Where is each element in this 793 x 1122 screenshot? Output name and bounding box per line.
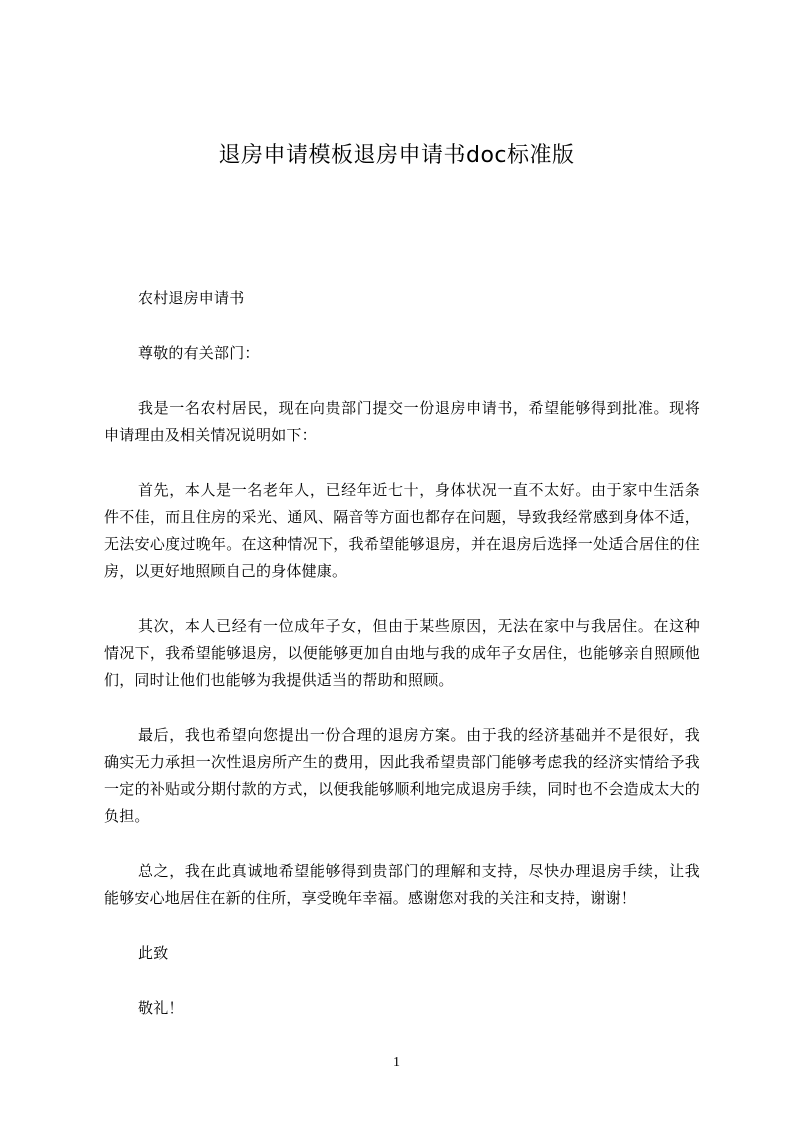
document-title: 退房申请模板退房申请书doc标准版 <box>218 143 575 168</box>
intro-paragraph: 我是一名农村居民，现在向贵部门提交一份退房申请书，希望能够得到批准。现将申请理由及相关情况说明如下： <box>104 399 700 444</box>
closing-paragraph: 总之，我在此真诚地希望能够得到贵部门的理解和支持，尽快办理退房手续，让我能够安心地居住在新的住所，享受晚年幸福。感谢您对我的关注和支持，谢谢！ <box>104 862 700 907</box>
page-number: 1 <box>393 1055 400 1070</box>
reason-paragraph-second: 其次，本人已经有一位成年子女，但由于某些原因，无法在家中与我居住。在这种情况下，我希望能够退房，以便能够更加自由地与我的成年子女居住，也能够亲自照顾他们，同时让他们也能够为我提供适当的帮助和照顾。 <box>104 617 700 689</box>
closing-salute: 敬礼！ <box>138 999 184 1017</box>
salutation: 尊敬的有关部门： <box>138 344 260 362</box>
document-body <box>104 285 700 1050</box>
reason-paragraph-last: 最后，我也希望向您提出一份合理的退房方案。由于我的经济基础并不是很好，我确实无力承担一次性退房所产生的费用，因此我希望贵部门能够考虑我的经济实情给予我一定的补贴或分期付款的方式，以便我能够顺利地完成退房手续，同时也不会造成太大的负担。 <box>104 726 700 825</box>
closing-phrase: 此致 <box>138 944 169 962</box>
reason-paragraph-first: 首先，本人是一名老年人，已经年近七十，身体状况一直不太好。由于家中生活条件不佳，而且住房的采光、通风、隔音等方面也都存在问题，导致我经常感到身体不适，无法安心度过晚年。在这种情况下，我希望能够退房，并在退房后选择一处适合居住的住房，以更好地照顾自己的身体健康。 <box>104 481 700 580</box>
letter-heading: 农村退房申请书 <box>138 289 245 307</box>
